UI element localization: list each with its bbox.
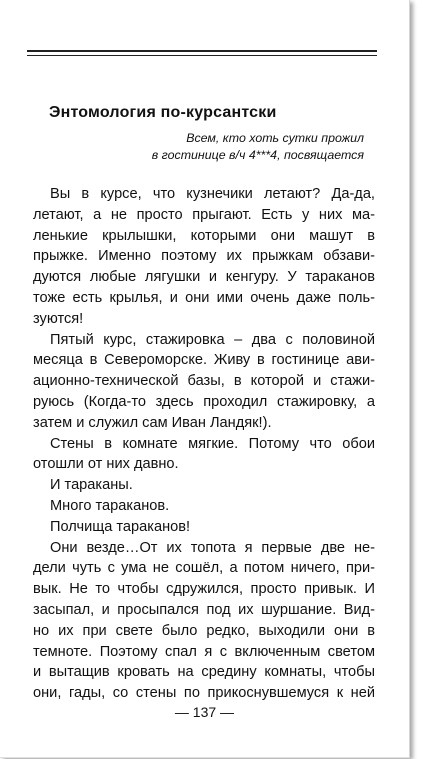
text-line: и вытащив кровать на средину комнаты, чтобы [33,664,375,681]
text-line: летают, а не просто прыгают. Есть у них ма- [33,206,375,223]
header-rule-thick [27,50,377,52]
chapter-title: Энтомология по-курсантски [49,104,277,121]
text-line: затем и служил сам Иван Ландяк!). [33,414,272,431]
header-rule-thin [27,55,377,56]
text-line: отошли от них давно. [33,456,179,473]
text-line: Пятый курс, стажировка – два с половиной [50,331,375,348]
text-line: дуются любые лягушки и кенгуру. У тараканов [33,269,375,286]
text-line: Полчища тараканов! [50,518,191,535]
text-line: И тараканы. [50,477,133,494]
text-line: но их при свете было редко, выходили они в [33,622,375,639]
text-line: засыпал, и просыпался под их шуршание. Вид- [33,601,375,618]
text-line: Стены в комнате мягкие. Потому что обои [50,435,375,452]
epigraph-line: Всем, кто хоть сутки прожил [186,131,364,145]
text-line: зуются! [33,310,84,327]
text-line: руюсь (Когда-то здесь проходил стажировку, а [33,393,375,410]
text-line: ационно-технической базы, в которой и стажи- [33,373,375,390]
text-line: месяца в Североморске. Живу в гостинице ави- [33,352,375,369]
text-line: прыжке. Именно поэтому их прыжкам обзави- [33,248,375,265]
text-line: ленькие крылышки, которыми они машут в [33,227,375,244]
epigraph [152,130,364,164]
text-line: Много тараканов. [50,497,170,514]
text-line: тоже есть крылья, и они ими очень даже поль- [33,289,375,306]
epigraph-line: в гостинице в/ч 4***4, посвящается [151,148,364,162]
text-line: темноте. Поэтому спал я с включенным светом [33,643,375,660]
text-line: дели чуть с ума не сошёл, а потом ничего, при- [33,560,375,577]
text-line: вык. Не то чтобы сдружился, просто привык. И [33,581,375,598]
body-text [33,184,375,704]
page-number: — 137 — [174,704,235,720]
text-line: Вы в курсе, что кузнечики летают? Да-да, [50,186,375,202]
text-line: они, гады, со стены по прикоснувшемуся к ней [33,685,375,702]
text-line: Они везде…От их топота я первые две не- [50,539,375,556]
